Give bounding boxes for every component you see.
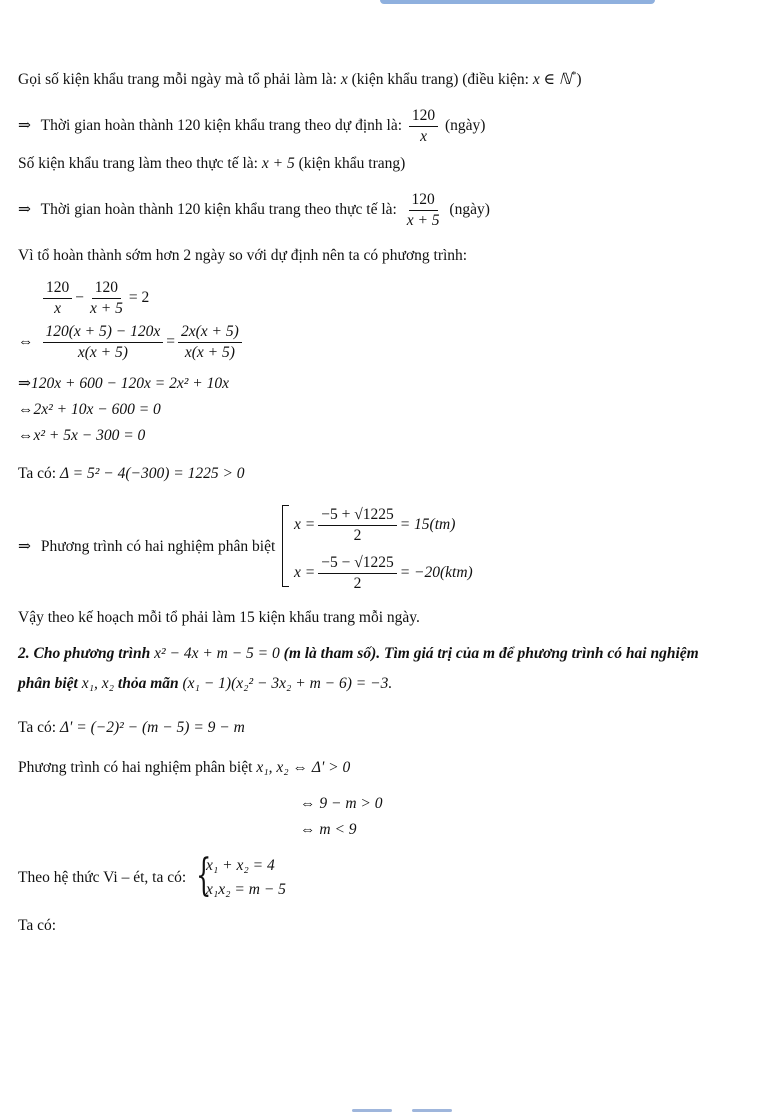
equation-intro bbox=[18, 246, 467, 266]
fraction-denominator: x bbox=[54, 300, 62, 317]
vieta-eq-1 bbox=[206, 856, 275, 876]
fraction-numerator: 120 bbox=[92, 278, 121, 299]
intro-text: Gọi số kiện khẩu trang mỗi ngày mà tổ phải làm là: bbox=[18, 71, 337, 89]
condition-step-2 bbox=[300, 794, 383, 814]
actual-count-text: Số kiện khẩu trang làm theo thực tế là: bbox=[18, 155, 258, 172]
equation-1 bbox=[40, 278, 149, 319]
vieta-eq-2 bbox=[206, 880, 286, 900]
problem-2-condition: (x₁ − 1)(x₂² − 3x₂ + m − 6) = −3. bbox=[182, 675, 393, 692]
footer-decoration bbox=[412, 1109, 452, 1112]
root-1-lhs: x = bbox=[294, 516, 316, 534]
actual-count-expr: x + 5 bbox=[261, 155, 295, 172]
equals-sign: = bbox=[166, 333, 176, 351]
intro-condition: x ∈ ℕ bbox=[532, 71, 572, 89]
conclusion-text: Vậy theo kế hoạch mỗi tổ phải làm 15 kiện khẩu trang mỗi ngày. bbox=[18, 609, 420, 626]
problem-2-satisfy: thỏa mãn bbox=[117, 675, 179, 692]
planned-time-text: Thời gian hoàn thành 120 kiện khẩu trang theo dự định là: bbox=[40, 117, 403, 135]
footer-decoration bbox=[352, 1109, 392, 1112]
vieta-sum: x₁ + x₂ = 4 bbox=[206, 857, 275, 874]
problem-2-distinct: phân biệt bbox=[18, 675, 78, 692]
equation-2 bbox=[18, 322, 245, 363]
vieta-text: Theo hệ thức Vi – ét, ta có: bbox=[18, 869, 187, 886]
header-decoration bbox=[380, 0, 655, 4]
root-2-rhs: = −20(ktm) bbox=[399, 564, 473, 582]
fraction-denominator: 2 bbox=[353, 575, 362, 592]
planned-time-line bbox=[18, 106, 485, 147]
actual-time-line bbox=[18, 190, 490, 231]
discriminant-2-line bbox=[18, 718, 245, 738]
condition-step-2-text: ⇔ 9 − m > 0 bbox=[300, 795, 383, 812]
planned-time-fraction bbox=[409, 106, 438, 147]
root-2-lhs: x = bbox=[294, 564, 316, 582]
fraction-numerator: −5 − √1225 bbox=[318, 553, 397, 574]
condition-line bbox=[18, 758, 350, 778]
fraction-numerator: 120 bbox=[409, 190, 438, 211]
actual-count-line bbox=[18, 154, 405, 174]
discriminant-2-label: Ta có: bbox=[18, 719, 57, 736]
discriminant-text: Δ = 5² − 4(−300) = 1225 > 0 bbox=[59, 465, 245, 482]
equation-4-text: 2x² + 10x − 600 = 0 bbox=[33, 401, 161, 418]
fraction-denominator: x(x + 5) bbox=[77, 344, 128, 361]
intro-var: x bbox=[340, 71, 348, 89]
roots-text: Phương trình có hai nghiệm phân biệt bbox=[40, 538, 276, 555]
implies-icon: ⇒ bbox=[18, 538, 31, 555]
actual-time-text: Thời gian hoàn thành 120 kiện khẩu trang theo thực tế là: bbox=[40, 201, 397, 219]
fraction-denominator: 2 bbox=[353, 527, 362, 544]
actual-time-fraction bbox=[404, 190, 443, 231]
problem-2-vars: x₁, x₂ bbox=[81, 675, 115, 692]
minus-sign: − bbox=[75, 289, 84, 307]
last-text: Ta có: bbox=[18, 917, 57, 934]
root-2 bbox=[294, 553, 473, 594]
condition-step-3 bbox=[300, 820, 357, 840]
vieta-product: x₁x₂ = m − 5 bbox=[206, 881, 286, 898]
equation-intro-text: Vì tổ hoàn thành sớm hơn 2 ngày so với dự định nên ta có phương trình: bbox=[18, 247, 468, 264]
fraction-denominator: x + 5 bbox=[90, 300, 123, 317]
discriminant-2-text: Δ' = (−2)² − (m − 5) = 9 − m bbox=[59, 719, 245, 736]
implies-icon: ⇒ bbox=[18, 201, 31, 219]
actual-time-unit: (ngày) bbox=[449, 201, 490, 219]
vieta-line bbox=[18, 868, 186, 888]
equation-3 bbox=[18, 374, 229, 394]
problem-2-line-1 bbox=[18, 644, 699, 664]
problem-2-equation: x² − 4x + m − 5 = 0 bbox=[154, 645, 280, 662]
condition-step-3-text: ⇔ m < 9 bbox=[300, 821, 357, 838]
implies-icon: ⇒ bbox=[18, 375, 31, 392]
fraction-numerator: −5 + √1225 bbox=[318, 505, 397, 526]
fraction-denominator: x bbox=[420, 128, 427, 145]
discriminant-line bbox=[18, 464, 245, 484]
condition-step-1: ⇔ Δ' > 0 bbox=[292, 759, 351, 776]
condition-vars: x₁, x₂ bbox=[256, 759, 289, 776]
equivalent-icon: ⇔ bbox=[18, 333, 34, 351]
fraction-denominator: x + 5 bbox=[406, 212, 440, 229]
discriminant-label: Ta có: bbox=[18, 465, 57, 482]
condition-text: Phương trình có hai nghiệm phân biệt bbox=[18, 759, 253, 776]
roots-line bbox=[18, 537, 275, 557]
fraction-numerator: 2x(x + 5) bbox=[178, 322, 242, 343]
actual-count-unit: (kiện khẩu trang) bbox=[298, 155, 406, 172]
intro-unit: (kiện khẩu trang) (điều kiện: bbox=[351, 71, 529, 89]
equation-5-text: x² + 5x − 300 = 0 bbox=[33, 427, 146, 444]
intro-line: Gọi số kiện khẩu trang mỗi ngày mà tổ phải làm là: x (kiện khẩu trang) (điều kiện: x ∈ ℕ*) bbox=[18, 70, 582, 89]
fraction-numerator: 120(x + 5) − 120x bbox=[43, 322, 164, 343]
equivalent-icon: ⇔ bbox=[18, 427, 34, 444]
root-1 bbox=[294, 505, 455, 546]
fraction-denominator: x(x + 5) bbox=[184, 344, 235, 361]
equation-5 bbox=[18, 426, 145, 446]
problem-2-task: (m là tham số). Tìm giá trị của m để phương trình có hai nghiệm bbox=[283, 645, 699, 662]
last-line bbox=[18, 916, 56, 936]
problem-2-line-2 bbox=[18, 674, 392, 694]
equation-4 bbox=[18, 400, 161, 420]
conclusion bbox=[18, 608, 420, 628]
root-1-rhs: = 15(tm) bbox=[399, 516, 456, 534]
fraction-numerator: 120 bbox=[43, 278, 72, 299]
brace-icon: { bbox=[196, 850, 212, 901]
equation-rhs: = 2 bbox=[128, 289, 150, 307]
equivalent-icon: ⇔ bbox=[18, 401, 34, 418]
implies-icon: ⇒ bbox=[18, 117, 31, 135]
planned-time-unit: (ngày) bbox=[445, 117, 486, 135]
equation-3-text: 120x + 600 − 120x = 2x² + 10x bbox=[31, 375, 230, 392]
fraction-numerator: 120 bbox=[409, 106, 438, 127]
intro-close: ) bbox=[576, 71, 582, 89]
roots-bracket bbox=[282, 505, 289, 587]
problem-2-title: 2. Cho phương trình bbox=[18, 645, 151, 662]
